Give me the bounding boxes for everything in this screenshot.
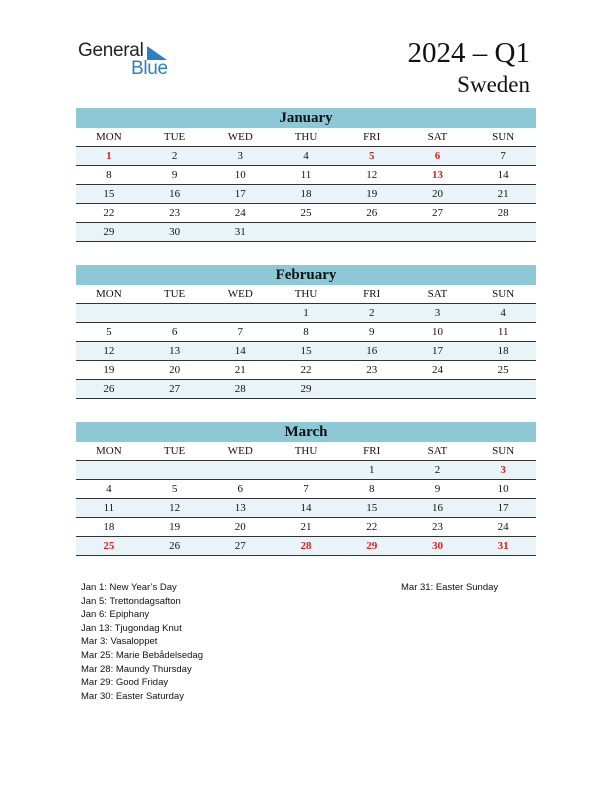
month-header: March: [76, 422, 536, 442]
country-name: Sweden: [457, 72, 530, 97]
month-header: February: [76, 265, 536, 285]
date-cell: [273, 461, 339, 479]
date-cell: 11: [103, 502, 115, 514]
date-cell: 8: [106, 169, 112, 181]
date-cell: 29: [103, 226, 115, 238]
holiday-note: Mar 25: Marie Bebådelsedag: [81, 649, 203, 661]
date-cell: 10: [234, 169, 246, 181]
logo-text-general: General: [78, 40, 144, 61]
week-row: [76, 323, 536, 342]
month-header: January: [76, 108, 536, 128]
date-cell: 4: [500, 307, 506, 319]
date-cell: [470, 380, 536, 398]
date-cell: [76, 304, 142, 322]
date-cell: 9: [434, 483, 441, 495]
date-cell: 2: [368, 307, 375, 319]
weekday-label: WED: [227, 288, 253, 300]
date-cell: 27: [234, 540, 246, 552]
weekday-label: FRI: [363, 445, 381, 457]
weekday-label: MON: [96, 445, 122, 457]
week-row: [76, 342, 536, 361]
week-row: [76, 185, 536, 204]
holiday-note: Mar 30: Easter Saturday: [81, 690, 184, 702]
date-cell: 11: [497, 326, 509, 338]
date-cell: 23: [431, 521, 443, 533]
date-cell: 15: [300, 345, 312, 357]
holiday-date-cell: 13: [431, 169, 443, 181]
week-row: [76, 361, 536, 380]
holiday-date-cell: 3: [500, 464, 506, 476]
week-row: [76, 380, 536, 399]
date-cell: 26: [169, 540, 181, 552]
date-cell: [273, 223, 339, 241]
week-row: [76, 204, 536, 223]
weekday-label: SUN: [492, 131, 515, 143]
holiday-date-cell: 28: [300, 540, 312, 552]
date-cell: 31: [234, 226, 246, 238]
weekday-label: MON: [96, 131, 122, 143]
weekday-label: THU: [294, 288, 318, 300]
date-cell: 14: [497, 169, 509, 181]
date-cell: [470, 223, 536, 241]
logo-text-blue: Blue: [131, 58, 168, 79]
date-cell: 3: [434, 307, 441, 319]
weekday-label: SUN: [492, 288, 515, 300]
week-row: [76, 223, 536, 242]
date-cell: 9: [368, 326, 375, 338]
date-cell: [405, 380, 471, 398]
date-cell: 13: [234, 502, 246, 514]
date-cell: 30: [169, 226, 181, 238]
date-cell: 15: [366, 502, 378, 514]
date-cell: 25: [300, 207, 312, 219]
date-cell: 28: [234, 383, 246, 395]
date-cell: 8: [303, 326, 309, 338]
generalblue-logo: [78, 40, 178, 80]
holiday-notes-left: [81, 581, 203, 703]
date-cell: 11: [300, 169, 312, 181]
weekday-label: SAT: [427, 131, 448, 143]
holiday-note: Mar 3: Vasaloppet: [81, 636, 158, 648]
weekday-label: TUE: [163, 445, 186, 457]
date-cell: 23: [366, 364, 378, 376]
date-cell: 29: [300, 383, 312, 395]
date-cell: 7: [500, 150, 506, 162]
date-cell: 24: [234, 207, 246, 219]
week-row: [76, 166, 536, 185]
date-cell: 18: [497, 345, 509, 357]
week-row: [76, 304, 536, 323]
weekday-label: FRI: [363, 131, 381, 143]
holiday-note: Mar 31: Easter Sunday: [401, 582, 499, 593]
date-cell: 28: [497, 207, 509, 219]
weekday-header-row: [76, 442, 536, 461]
date-cell: 16: [431, 502, 443, 514]
holiday-note: Jan 6: Epiphany: [81, 609, 150, 621]
date-cell: [405, 223, 471, 241]
weekday-header-row: [76, 128, 536, 147]
date-cell: 5: [171, 483, 178, 495]
week-row: [76, 147, 536, 166]
date-cell: 3: [237, 150, 244, 162]
holiday-date-cell: 25: [103, 540, 115, 552]
date-cell: 21: [497, 188, 509, 200]
date-cell: 16: [366, 345, 378, 357]
weekday-label: WED: [227, 445, 253, 457]
date-cell: 17: [431, 345, 443, 357]
date-cell: [207, 304, 273, 322]
date-cell: 20: [431, 188, 443, 200]
date-cell: 17: [234, 188, 246, 200]
weekday-label: WED: [227, 131, 253, 143]
date-cell: 13: [169, 345, 181, 357]
date-cell: [207, 461, 273, 479]
date-cell: 12: [103, 345, 115, 357]
page-title: 2024 – Q1: [407, 37, 530, 69]
week-row: [76, 480, 536, 499]
date-cell: 5: [106, 326, 112, 338]
date-cell: 27: [169, 383, 181, 395]
week-row: [76, 537, 536, 556]
holiday-note: Mar 28: Maundy Thursday: [81, 663, 192, 675]
date-cell: 9: [171, 169, 178, 181]
date-cell: 24: [497, 521, 509, 533]
date-cell: 10: [431, 326, 443, 338]
date-cell: 19: [366, 188, 378, 200]
date-cell: 18: [300, 188, 312, 200]
weekday-header-row: [76, 285, 536, 304]
date-cell: 19: [169, 521, 181, 533]
date-cell: 20: [169, 364, 181, 376]
date-cell: 7: [303, 483, 309, 495]
date-cell: 4: [106, 483, 112, 495]
date-cell: 14: [300, 502, 312, 514]
weekday-label: SAT: [427, 445, 448, 457]
weekday-label: SAT: [427, 288, 448, 300]
date-cell: 12: [169, 502, 181, 514]
date-cell: 6: [237, 483, 244, 495]
holiday-note: Mar 29: Good Friday: [81, 677, 169, 689]
week-row: [76, 461, 536, 480]
holiday-date-cell: 31: [497, 540, 509, 552]
date-cell: 12: [366, 169, 378, 181]
holiday-date-cell: 6: [434, 150, 441, 162]
date-cell: [142, 461, 208, 479]
holiday-notes-right: [401, 581, 498, 595]
holiday-note: Jan 5: Trettondagsafton: [81, 595, 181, 607]
date-cell: 26: [103, 383, 115, 395]
holiday-note: Jan 1: New Year’s Day: [81, 582, 177, 593]
weekday-label: THU: [294, 445, 318, 457]
weekday-label: TUE: [163, 288, 186, 300]
date-cell: 24: [431, 364, 443, 376]
weekday-label: FRI: [363, 288, 381, 300]
date-cell: 14: [234, 345, 246, 357]
date-cell: [142, 304, 208, 322]
week-row: [76, 499, 536, 518]
date-cell: 25: [497, 364, 509, 376]
month-february: [76, 265, 536, 399]
date-cell: 23: [169, 207, 181, 219]
date-cell: [339, 380, 405, 398]
weekday-label: MON: [96, 288, 122, 300]
date-cell: 19: [103, 364, 115, 376]
holiday-date-cell: 29: [366, 540, 378, 552]
date-cell: 21: [300, 521, 312, 533]
date-cell: 2: [434, 464, 441, 476]
holiday-note: Jan 13: Tjugondag Knut: [81, 622, 182, 634]
date-cell: 2: [171, 150, 178, 162]
date-cell: 10: [497, 483, 509, 495]
date-cell: 4: [303, 150, 309, 162]
date-cell: 16: [169, 188, 181, 200]
holiday-date-cell: 5: [368, 150, 375, 162]
date-cell: 21: [234, 364, 246, 376]
weekday-label: TUE: [163, 131, 186, 143]
date-cell: 18: [103, 521, 115, 533]
date-cell: 27: [431, 207, 443, 219]
month-january: [76, 108, 536, 242]
date-cell: 1: [368, 464, 375, 476]
date-cell: 22: [103, 207, 115, 219]
date-cell: [339, 223, 405, 241]
date-cell: 7: [237, 326, 244, 338]
weekday-label: SUN: [492, 445, 515, 457]
date-cell: 17: [497, 502, 509, 514]
date-cell: 15: [103, 188, 115, 200]
week-row: [76, 518, 536, 537]
date-cell: 26: [366, 207, 378, 219]
holiday-date-cell: 1: [106, 150, 112, 162]
date-cell: [76, 461, 142, 479]
weekday-label: THU: [294, 131, 318, 143]
date-cell: 1: [303, 307, 309, 319]
month-march: [76, 422, 536, 556]
date-cell: 20: [234, 521, 246, 533]
holiday-date-cell: 30: [431, 540, 443, 552]
date-cell: 22: [300, 364, 312, 376]
date-cell: 22: [366, 521, 378, 533]
date-cell: 8: [368, 483, 375, 495]
date-cell: 6: [171, 326, 178, 338]
